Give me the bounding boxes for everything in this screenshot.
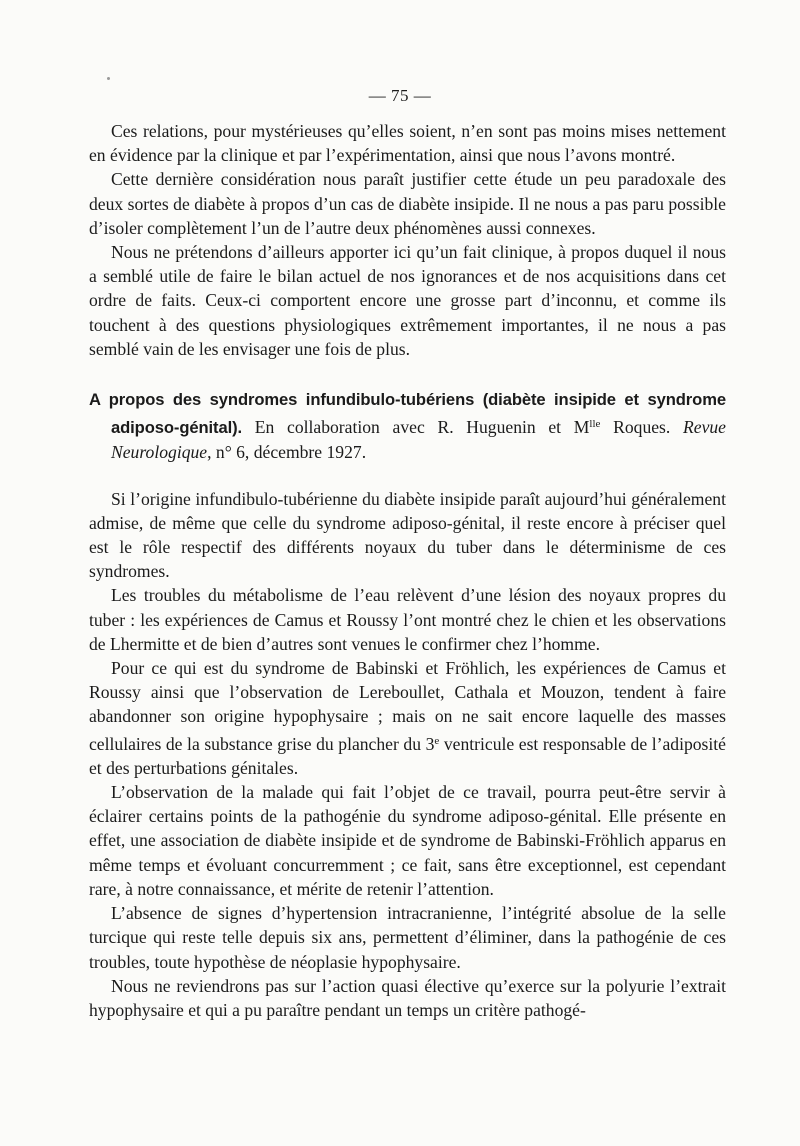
scan-speck (107, 77, 110, 80)
paragraph-fait-clinique: Nous ne prétendons d’ailleurs apporter ici qu’un fait clinique, à propos duquel il nous a semblé utile de faire le bilan actuel de nos ignorances et de nos acquisitions dans cet ordre de faits. Ceux-ci comportent encore une grosse part d’inconnu, et comme ils touchent à des questions physiologiques extrêmement importantes, il ne nous a pas semblé vain de les envisager une fois de plus. (89, 242, 726, 359)
reference-collaboration: En collaboration avec R. Huguenin et M (242, 417, 590, 438)
paragraph-babinski-end: ventricule est responsable de l’adiposité et des perturbations génitales. (89, 733, 726, 778)
body-text (89, 119, 726, 1022)
paragraph-troubles: Les troubles du métabolisme de l’eau relèvent d’une lésion des noyaux propres du tuber : les expériences de Camus et Roussy l’ont montré chez le chien et les observations de Lhermitte et de bien d’autres sont venues le confirmer chez l’homme. (89, 585, 726, 654)
paragraph-babinski-start: Pour ce qui est du syndrome de Babinski et Fröhlich, les expériences de Camus et Roussy ainsi que l’observation de Lereboullet, Cathala et Mouzon, tendent à faire abandonner son origine hypophysaire ; mais on ne sait encore laquelle des masses cellulaires de la substance grise du plancher du 3 (89, 658, 726, 754)
paragraph-relations: Ces relations, pour mystérieuses qu’elles soient, n’en sont pas moins mises nettement en évidence par la clinique et par l’expérimentation, ainsi que nous l’avons montré. (89, 121, 726, 166)
paragraph-consideration: Cette dernière considération nous paraît justifier cette étude un peu paradoxale des deux sortes de diabète à propos d’un cas de diabète insipide. Il ne nous a pas paru possible d’isoler complètement l’un de l’autre deux phénomènes aussi connexes. (89, 169, 726, 238)
paragraph-observation: L’observation de la malade qui fait l’objet de ce travail, pourra peut-être servir à éclairer certains points de la pathogénie du syndrome adiposo-génital. Elle présente en effet, une association de diabète insipide et de syndrome de Babinski-Fröhlich apparus en même temps et évoluant concurremment ; ce fait, sans être exceptionnel, est cependant rare, à notre connaissance, et mérite de retenir l’attention. (89, 782, 726, 899)
reference-heading (89, 387, 726, 465)
paragraph-origine: Si l’origine infundibulo-tubérienne du diabète insipide paraît aujourd’hui généralement admise, de même que celle du syndrome adiposo-génital, il reste encore à préciser quel est le rôle respectif des différents noyaux du tuber dans le déterminisme de ces syndromes. (89, 488, 726, 582)
reference-collaboration-superscript: lle (589, 418, 601, 431)
paragraph-polyurie: Nous ne reviendrons pas sur l’action quasi élective qu’exerce sur la polyurie l’extrait hypophysaire et qui a pu paraître pendant un temps un critère pathogé- (89, 975, 726, 1020)
reference-journal: Revue Neurologique (111, 417, 726, 463)
reference-issue: , n° 6, décembre 1927. (207, 442, 367, 463)
paragraph-absence: L’absence de signes d’hypertension intracranienne, l’intégrité absolue de la selle turcique qui reste telle depuis six ans, permettent d’éliminer, dans la pathogénie de ces troubles, toute hypothèse de néoplasie hypophysaire. (89, 903, 726, 972)
reference-collaboration-end: Roques. (600, 417, 684, 438)
reference-title: A propos des syndromes infundibulo-tubériens (diabète insipide et syndrome adiposo-génital). (89, 390, 726, 438)
paragraph-babinski (89, 656, 726, 780)
page-number: — 75 — (368, 86, 432, 105)
paragraph-babinski-superscript: e (434, 734, 440, 747)
